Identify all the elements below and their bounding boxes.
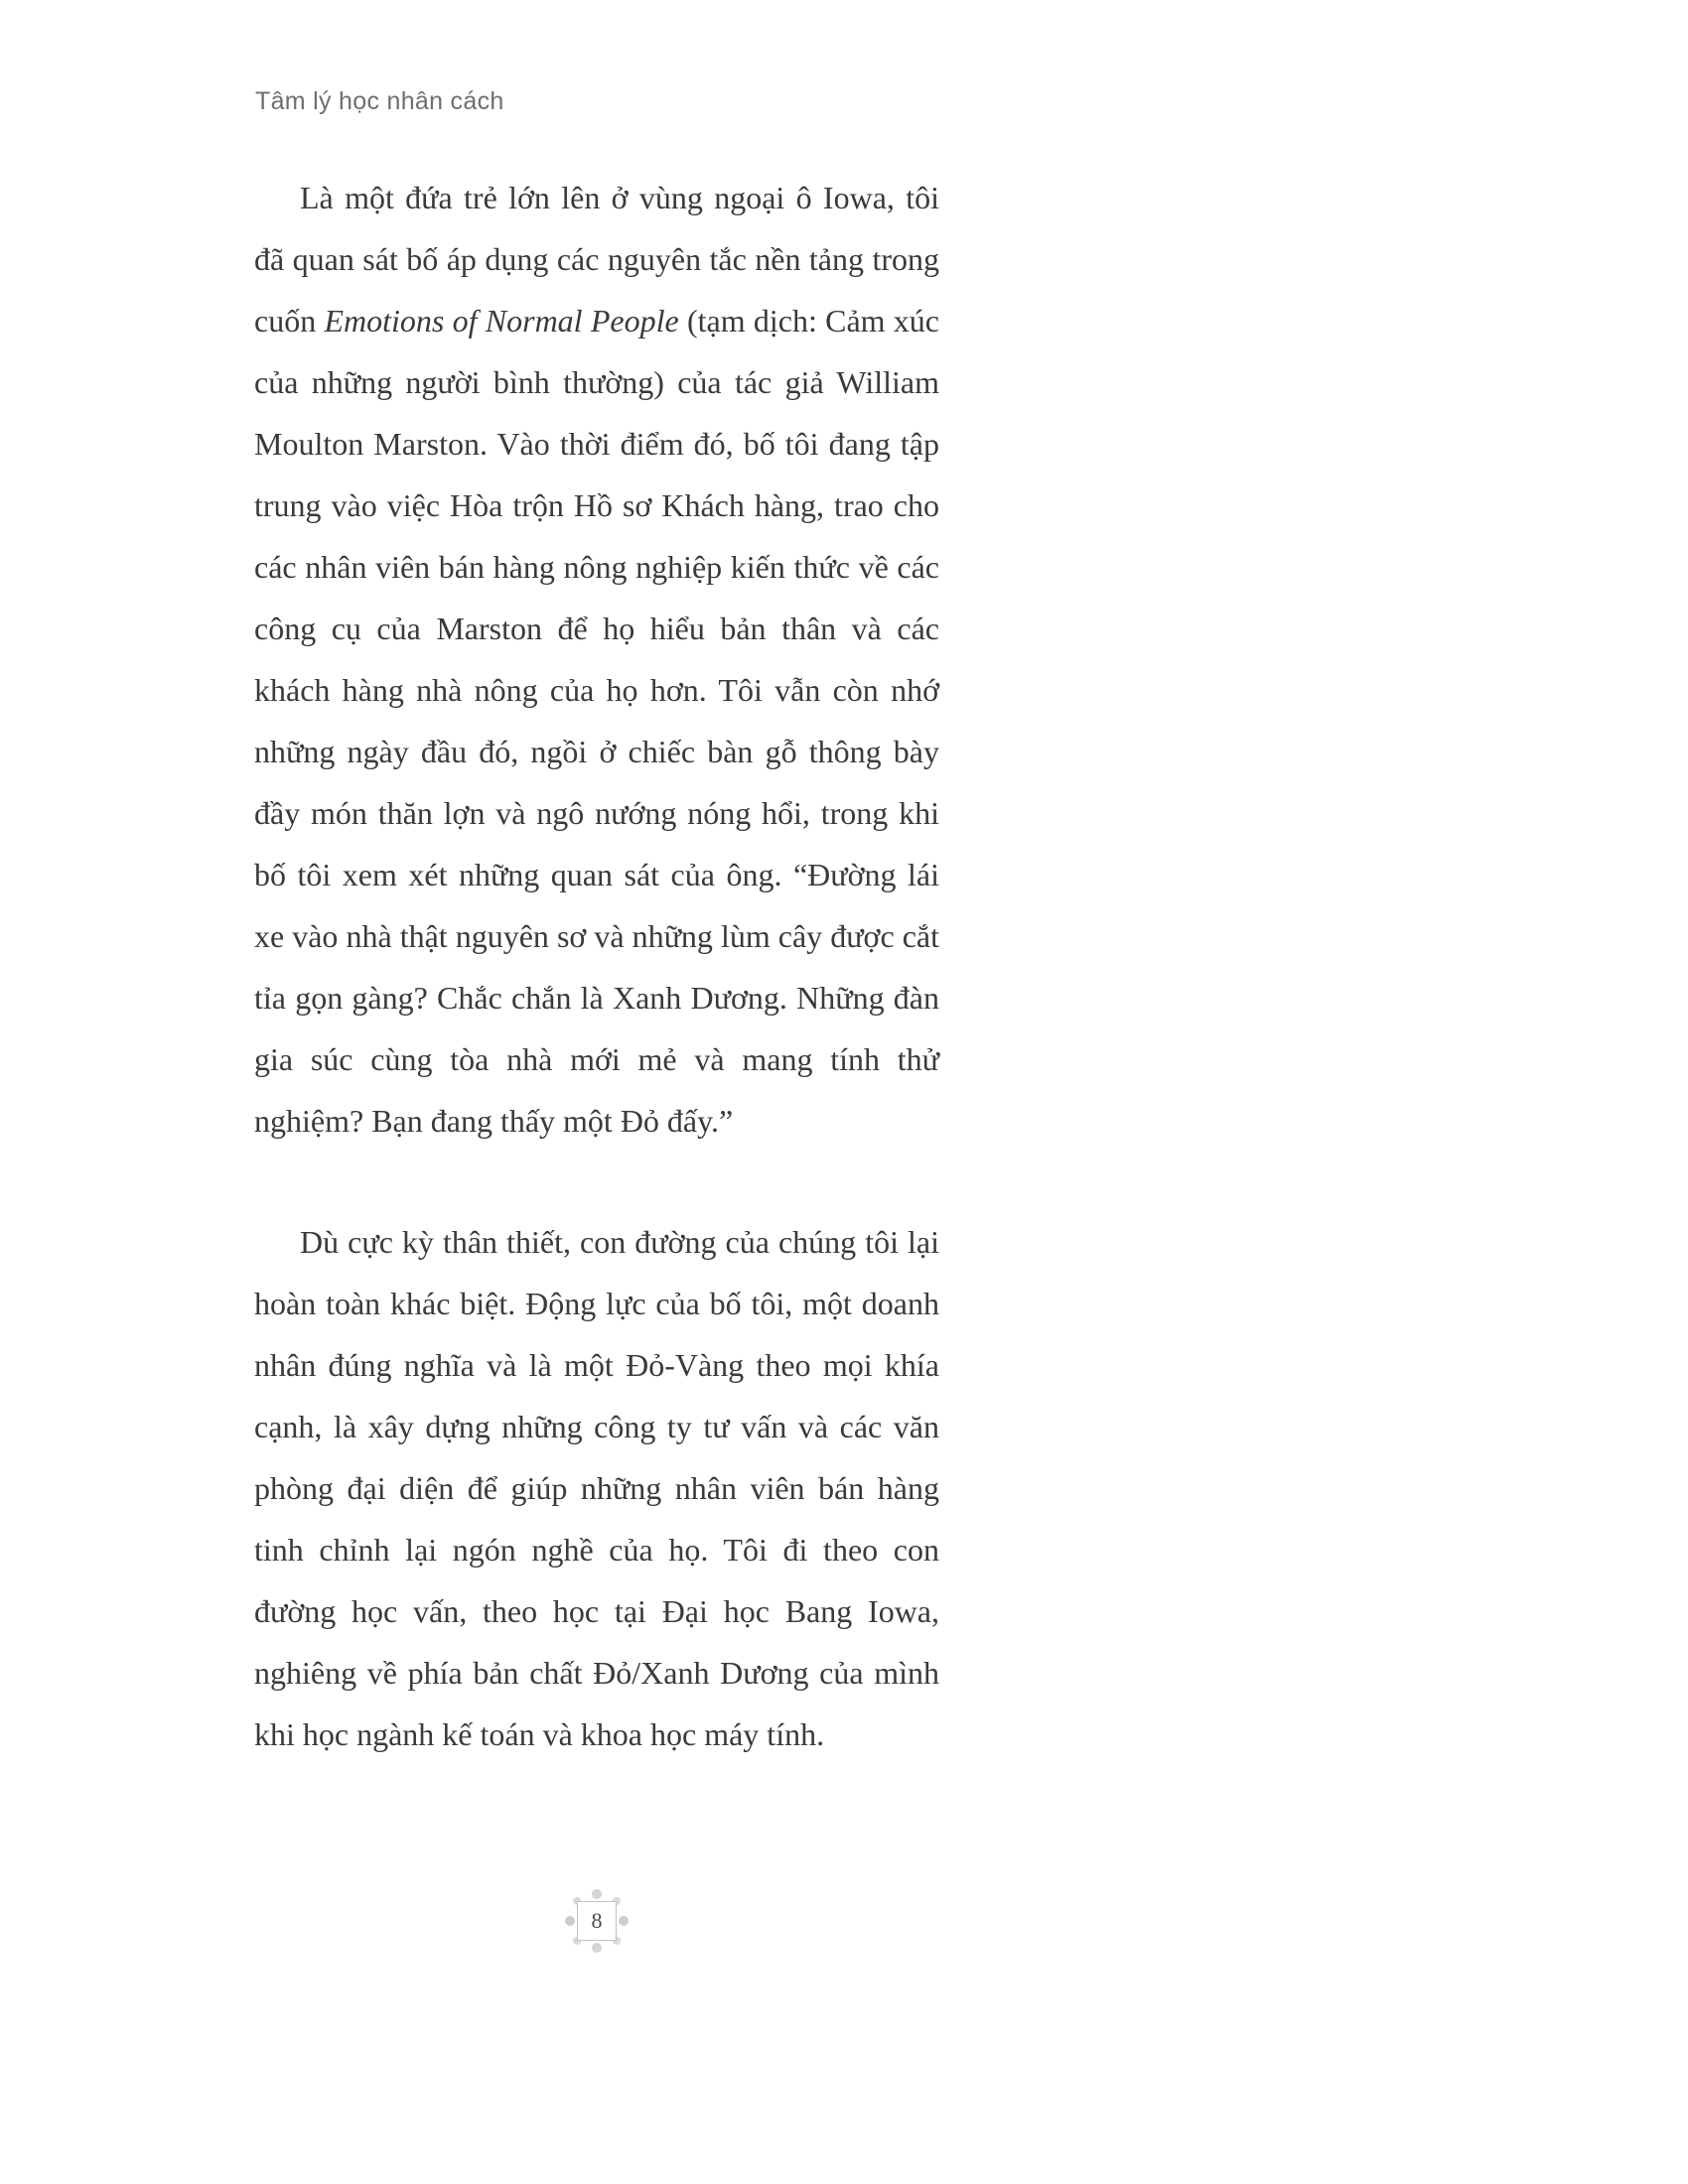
book-title-italic: Emotions of Normal People (324, 303, 679, 339)
paragraph-2: Dù cực kỳ thân thiết, con đường của chúng tôi lại hoàn toàn khác biệt. Động lực của bố tôi, một doanh nhân đúng nghĩa và là một Đỏ-Vàng theo mọi khía cạnh, là xây dựng những công ty tư vấn và các văn phòng đại diện để giúp những nhân viên bán hàng tinh chỉnh lại ngón nghề của họ. Tôi đi theo con đường học vấn, theo học tại Đại học Bang Iowa, nghiêng về phía bản chất Đỏ/Xanh Dương của mình khi học ngành kế toán và khoa học máy tính. (254, 1224, 939, 1752)
page-number-value: 8 (591, 1908, 603, 1933)
page-footer (254, 1876, 939, 1966)
running-header: Tâm lý học nhân cách (255, 87, 504, 115)
footer-ornament (552, 1876, 641, 1966)
page-number (577, 1901, 617, 1941)
page-body (254, 167, 939, 1765)
paragraph-1-text: Là một đứa trẻ lớn lên ở vùng ngoại ô Iowa, tôi đã quan sát bố áp dụng các nguyên tắc nền tảng trong cuốn (254, 180, 939, 339)
paragraph-1 (254, 167, 939, 1152)
paragraph-1-text-continued: (tạm dịch: Cảm xúc của những người bình thường) của tác giả William Moulton Marston. Vào thời điểm đó, bố tôi đang tập trung vào việc Hòa trộn Hồ sơ Khách hàng, trao cho các nhân viên bán hàng nông nghiệp kiến thức về các công cụ của Marston để họ hiểu bản thân và các khách hàng nhà nông của họ hơn. Tôi vẫn còn nhớ những ngày đầu đó, ngồi ở chiếc bàn gỗ thông bày đầy món thăn lợn và ngô nướng nóng hổi, trong khi bố tôi xem xét những quan sát của ông. “Đường lái xe vào nhà thật nguyên sơ và những lùm cây được cắt tỉa gọn gàng? Chắc chắn là Xanh Dương. Những đàn gia súc cùng tòa nhà mới mẻ và mang tính thử nghiệm? Bạn đang thấy một Đỏ đấy.” (254, 303, 940, 1139)
